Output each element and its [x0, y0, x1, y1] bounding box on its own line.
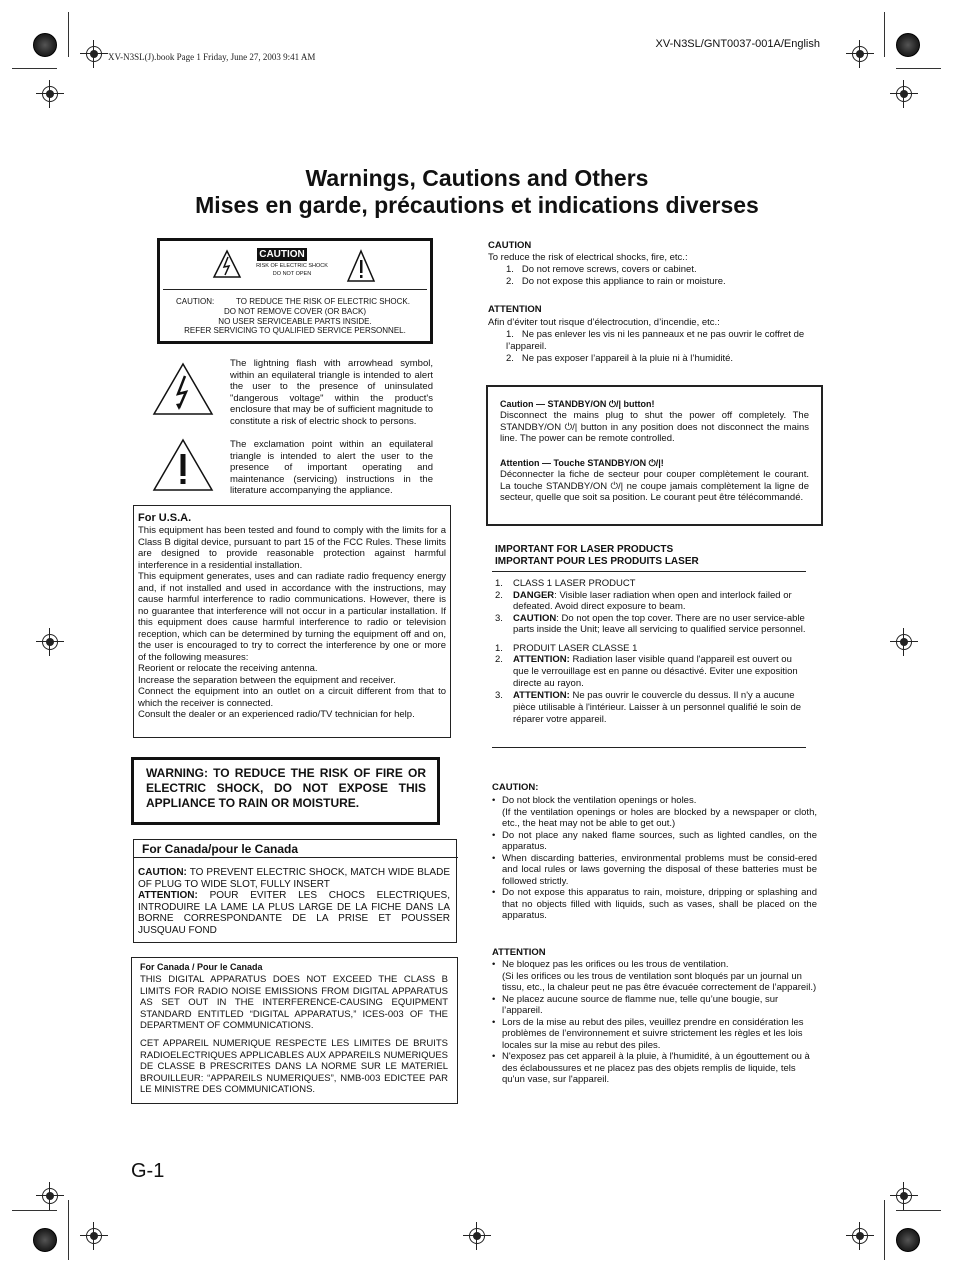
vent-fr-bullet-2 — [502, 994, 820, 1017]
crosshair-mark — [890, 80, 918, 108]
laser-en-1: 1. CLASS 1 LASER PRODUCT — [495, 578, 636, 589]
canada-plug-text — [138, 867, 450, 936]
crosshair-mark — [890, 1182, 918, 1210]
lightning-explanation: The lightning flash with arrowhead symbol, within an equilateral triangle is intended to alert the user to the presence of uninsulated "dangerous voltage" within the product's enclosure that may be of sufficient magnitude to constitute a risk of electric shock to persons. — [230, 358, 433, 427]
caution-label-lead: CAUTION: — [176, 297, 215, 306]
crop-line — [884, 1200, 885, 1260]
do-not-open-text: DO NOT OPEN — [272, 271, 312, 277]
vent-en-1-text: Do not block the ventilation openings or holes. — [502, 795, 697, 806]
exclamation-explanation: The exclamation point within an equilateral triangle is intended to alert the user to the presence of important operating and maintenance (servicing) instructions in the literature accompanying the appliance. — [230, 439, 433, 496]
crosshair-mark — [846, 1222, 874, 1250]
crosshair-mark — [890, 628, 918, 656]
vent-fr-4-text: N'exposez pas cet appareil à la pluie, à l'humidité, à un égouttement ou à des éclaboussures et ne placez pas des objets remplis de liquide, tels qu'un vase, sur l'appareil. — [502, 1051, 810, 1085]
registration-dot-bottom-left — [33, 1228, 57, 1252]
canada-ices-en: THIS DIGITAL APPARATUS DOES NOT EXCEED THE CLASS B LIMITS FOR RADIO NOISE EMISSIONS FROM DIGITAL APPARATUS AS SET OUT IN THE INTERFERENCE-CAUSING EQUIPMENT STANDARD ENTITLED “DIGITAL APPARATUS,” ICES-003 OF THE DEPARTMENT OF COMMUNICATIONS. — [140, 974, 448, 1031]
vent-fr-1b-text: (Si les orifices ou les trous de ventilation sont bloqués par un journal un tissu, etc., la chaleur peut ne pas être évacuée correctement de l’appareil.) — [502, 970, 817, 993]
caution-label-line4: REFER SERVICING TO QUALIFIED SERVICE PERSONNEL. — [184, 326, 406, 335]
lightning-triangle-icon — [152, 362, 214, 416]
usa-text — [138, 525, 446, 721]
vent-en-1b-text: (If the ventilation openings or holes are blocked by a newspaper or cloth, etc., the heat may not be able to get out.) — [502, 806, 817, 829]
canada-attention-lead: ATTENTION: — [138, 890, 198, 901]
exclamation-triangle-icon — [152, 438, 214, 492]
caution-item-1: 1. Do not remove screws, covers or cabinet. — [506, 264, 697, 275]
vent-en-3-text: When discarding batteries, environmental problems must be consid-ered and local rules or laws governing the disposal of these batteries must be followed strictly. — [502, 852, 817, 887]
warning-box — [131, 757, 440, 825]
lightning-warning-icon — [212, 249, 242, 279]
crosshair-mark — [36, 628, 64, 656]
crosshair-mark — [846, 40, 874, 68]
laser-fr-1-text: PRODUIT LASER CLASSE 1 — [513, 642, 638, 654]
vent-fr-2-text: Ne placez aucune source de flamme nue, telle qu’une bougie, sur l’appareil. — [502, 993, 779, 1016]
standby-en-heading: Caution — STANDBY/ON ⏻/| button! — [500, 399, 655, 409]
warning-text: WARNING: TO REDUCE THE RISK OF FIRE OR ELECTRIC SHOCK, DO NOT EXPOSE THIS APPLIANCE TO RAIN OR MOISTURE. — [146, 766, 426, 810]
canada-ices-section — [131, 957, 458, 1104]
usa-paragraph-2: This equipment generates, uses and can radiate radio frequency energy and, if not installed and used in accordance with the instructions, may cause harmful interference to radio communications. However, there is no guarantee that interference will not occur in a particular installation. If this equipment does cause harmful interference to radio or television reception, which can be determined by turning the equipment off and on, the user is encouraged to try to correct the interference by one or more of the following measures: — [138, 571, 446, 663]
crop-line — [896, 68, 941, 69]
vent-en-bullet-1 — [502, 795, 817, 807]
laser-en-2-text: : Visible laser radiation when open and interlock failed or defeated. Avoid direct exposure to beam. — [513, 589, 792, 612]
laser-fr-1: 1. PRODUIT LASER CLASSE 1 — [495, 642, 638, 654]
caution-label-line2: DO NOT REMOVE COVER (OR BACK) — [223, 307, 367, 316]
laser-en-3-text: : Do not open the top cover. There are no user service-able parts inside the Unit; leave all servicing to qualified service personnel. — [513, 612, 806, 635]
laser-heading-fr: IMPORTANT POUR LES PRODUITS LASER — [495, 556, 699, 567]
crosshair-mark — [36, 80, 64, 108]
laser-fr-3: 3. ATTENTION: Ne pas ouvrir le couvercle du dessus. Il n'y a aucune pièce utilisable à l'intérieur. Laisser à un personnel qualifié le soin de réparer votre appareil. — [495, 690, 802, 725]
attention-item-2: 2. Ne pas exposer l’appareil à la pluie ni à l’humidité. — [506, 353, 734, 364]
canada-ices-heading: For Canada / Pour le Canada — [140, 962, 263, 972]
vent-en-bullet-4 — [502, 887, 817, 922]
laser-en-2: 2. DANGER: Visible laser radiation when open and interlock failed or defeated. Avoid direct exposure to beam. — [495, 589, 792, 612]
caution-intro: To reduce the risk of electrical shocks, fire, etc.: — [488, 252, 688, 263]
caution-item-2-text: Do not expose this appliance to rain or moisture. — [521, 276, 726, 287]
canada-heading: For Canada/pour le Canada — [142, 842, 299, 856]
book-info: XV-N3SL(J).book Page 1 Friday, June 27, 2003 9:41 AM — [108, 52, 316, 62]
page-title: Warnings, Cautions and Others — [305, 165, 649, 191]
canada-caution-lead: CAUTION: — [138, 867, 187, 878]
crosshair-mark — [80, 40, 108, 68]
page-number: G-1 — [131, 1160, 165, 1182]
vent-en-bullet-3 — [502, 853, 817, 888]
caution-badge: CAUTION — [257, 248, 307, 261]
caution-label — [157, 238, 433, 344]
laser-en-1-text: CLASS 1 LASER PRODUCT — [513, 578, 636, 589]
standby-fr-text: Déconnecter la fiche de secteur pour couper complètement le courant. La touche STANDBY/ON ⏻/| ne coupe jamais complètement la ligne de secteur, quelle que soit sa position. Le courant peut être télécommandé. — [500, 469, 809, 503]
laser-en-3-lead: CAUTION — [513, 612, 557, 624]
vent-en-4-text: Do not expose this apparatus to rain, moisture, dripping or splashing and that no objects filled with liquids, such as vases, shall be placed on the apparatus. — [502, 887, 817, 921]
caution-label-line1: TO REDUCE THE RISK OF ELECTRIC SHOCK. — [236, 297, 410, 306]
canada-heading-underline — [134, 857, 458, 858]
vent-fr-bullet-3 — [502, 1017, 820, 1052]
vent-caution-list — [502, 795, 817, 922]
crop-line — [12, 68, 57, 69]
crop-line — [896, 1210, 941, 1211]
laser-fr-3-text: Ne pas ouvrir le couvercle du dessus. Il n'y a aucune pièce utilisable à l'intérieur. Laisser à un personnel qualifié le soin de réparer votre appareil. — [513, 690, 802, 725]
canada-ices-fr: CET APPAREIL NUMERIQUE RESPECTE LES LIMITES DE BRUITS RADIOELECTRIQUES APPLICABLES AUX APPAREILS NUMERIQUES DE CLASSE B PRESCRITES DANS LA NORME SUR LE MATERIEL BROUILLEUR: “APPAREILS NUMERIQUES”, NMB-003 EDICTEE PAR LE MINISTRE DES COMMUNICATIONS. — [140, 1038, 448, 1095]
crosshair-mark — [80, 1222, 108, 1250]
laser-fr-2-text: Radiation laser visible quand l'appareil est ouvert ou que le verrouillage est en panne ou désactivé. Eviter une exposition directe au rayon. — [513, 654, 798, 689]
risk-text: RISK OF ELECTRIC SHOCK — [256, 263, 328, 269]
registration-dot-top-right — [896, 33, 920, 57]
vent-caution-heading: CAUTION: — [492, 782, 539, 793]
usa-heading: For U.S.A. — [138, 512, 192, 524]
laser-heading-rule — [492, 571, 806, 572]
vent-attention-list — [502, 959, 820, 1086]
canada-attention-text: POUR EVITER LES CHOCS ELECTRIQUES, INTRODUIRE LA LAME LA PLUS LARGE DE LA FICHE DANS LA BORNE CORRESPONDANTE DE LA PRISE ET POUSSER JUSQUAU FOND — [138, 890, 450, 936]
caution-heading: CAUTION — [488, 240, 532, 251]
usa-section — [133, 505, 451, 738]
usa-measure-2: Increase the separation between the equipment and receiver. — [138, 674, 396, 686]
crosshair-mark — [463, 1222, 491, 1250]
usa-paragraph-1: This equipment has been tested and found to comply with the limits for a Class B digital device, pursuant to part 15 of the FCC Rules. These limits are designed to provide reasonable protection against harmful interference in a residential installation. — [138, 525, 446, 571]
caution-label-line3: NO USER SERVICEABLE PARTS INSIDE. — [218, 317, 372, 326]
laser-heading-en: IMPORTANT FOR LASER PRODUCTS — [495, 544, 674, 555]
attention-heading: ATTENTION — [488, 304, 542, 315]
vent-fr-bullet-1 — [502, 959, 820, 971]
crop-line — [884, 12, 885, 57]
attention-item-2-text: Ne pas exposer l’appareil à la pluie ni à l’humidité. — [521, 353, 734, 364]
crop-line — [68, 1200, 69, 1260]
canada-caution-text: TO PREVENT ELECTRIC SHOCK, MATCH WIDE BLADE OF PLUG TO WIDE SLOT, FULLY INSERT — [138, 867, 450, 890]
crosshair-mark — [36, 1182, 64, 1210]
vent-fr-1-text: Ne bloquez pas les orifices ou les trous de ventilation. — [502, 959, 729, 970]
laser-en-3: 3. CAUTION: Do not open the top cover. There are no user service-able parts inside the Unit; leave all servicing to qualified service personnel. — [495, 612, 806, 635]
caution-item-1-text: Do not remove screws, covers or cabinet. — [521, 264, 697, 275]
canada-plug-section — [133, 839, 457, 943]
attention-intro: Afin d’éviter tout risque d’électrocution, d’incendie, etc.: — [488, 317, 720, 328]
vent-attention-heading: ATTENTION — [492, 947, 546, 958]
laser-list — [495, 578, 810, 726]
laser-en-2-lead: DANGER — [513, 589, 555, 601]
attention-item-1: 1. Ne pas enlever les vis ni les panneaux et ne pas ouvrir le coffret de l’appareil. — [506, 329, 805, 352]
registration-dot-top-left — [33, 33, 57, 57]
vent-en-2-text: Do not place any naked flame sources, such as lighted candles, on the apparatus. — [502, 829, 817, 852]
laser-bottom-rule — [492, 747, 806, 748]
laser-fr-3-lead: ATTENTION: — [513, 690, 570, 701]
page-subtitle: Mises en garde, précautions et indications diverses — [195, 192, 759, 218]
registration-dot-bottom-right — [896, 1228, 920, 1252]
usa-measure-3: Connect the equipment into an outlet on a circuit different from that to which the receiver is connected. — [138, 686, 446, 709]
laser-fr-2-lead: ATTENTION: — [513, 654, 570, 665]
model-code: XV-N3SL/GNT0037-001A/English — [655, 38, 820, 50]
usa-measure-1: Reorient or relocate the receiving antenna. — [138, 663, 318, 674]
standby-box — [486, 385, 823, 526]
standby-fr-heading: Attention — Touche STANDBY/ON ⏻/|! — [500, 458, 664, 468]
vent-fr-bullet-4 — [502, 1051, 820, 1086]
standby-en-text: Disconnect the mains plug to shut the power off completely. The STANDBY/ON ⏻/| button in any position does not disconnect the mains line. The power can be remote controlled. — [500, 410, 809, 444]
laser-fr-2: 2. ATTENTION: Radiation laser visible quand l'appareil est ouvert ou que le verrouillage est en panne ou désactivé. Eviter une exposition directe au rayon. — [495, 654, 798, 689]
usa-measure-4: Consult the dealer or an experienced radio/TV technician for help. — [138, 709, 415, 720]
caution-item-2: 2. Do not expose this appliance to rain or moisture. — [506, 276, 726, 287]
attention-item-1-text: Ne pas enlever les vis ni les panneaux et ne pas ouvrir le coffret de l’appareil. — [506, 329, 805, 352]
vent-fr-3-text: Lors de la mise au rebut des piles, veuillez prendre en considération les problèmes de l’environnement et suivre strictement les règles et les lois locales sur la mise au rebut des piles. — [502, 1016, 804, 1051]
crop-line — [12, 1210, 57, 1211]
exclamation-warning-icon — [346, 249, 376, 283]
crop-line — [68, 12, 69, 57]
vent-en-bullet-2 — [502, 830, 817, 853]
